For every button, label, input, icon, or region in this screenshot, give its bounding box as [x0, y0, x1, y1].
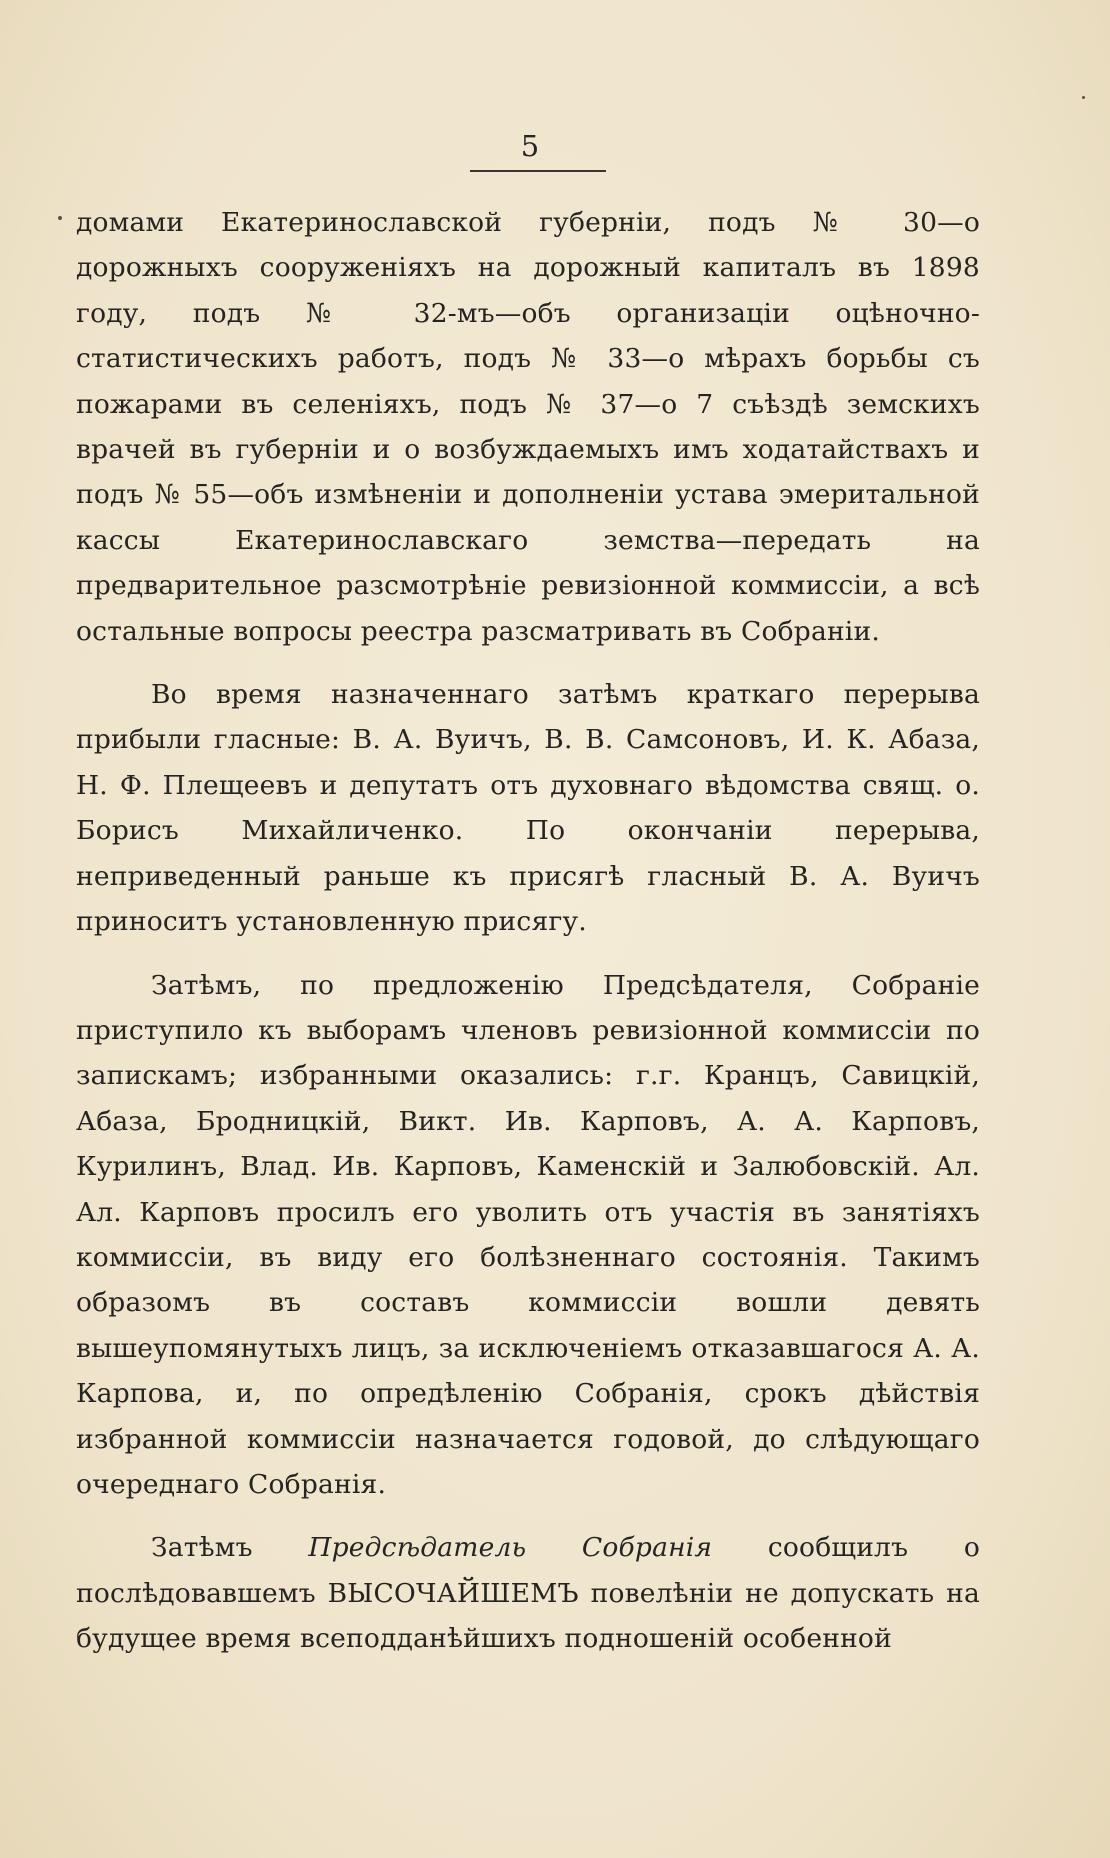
chairman-title-italic: Предсѣдатель Собранія — [308, 1532, 713, 1564]
paragraph-continued: домами Екатеринославской губерніи, подъ № 30—о дорожныхъ сооруженіяхъ на дорожный капиталъ въ 1898 году, подъ № 32-мъ—объ организаціи оцѣночно-статистическихъ работъ, подъ № 33—о мѣрахъ борьбы съ пожарами въ селеніяхъ, подъ № 37—о 7 съѣздѣ земскихъ врачей въ губерніи и о возбуждаемыхъ имъ ходатайствахъ и подъ № 55—объ измѣненіи и дополненіи устава эмеритальной кассы Екатеринославскаго земства—передать на предварительное разсмотрѣніе ревизіонной коммиссіи, а всѣ остальные вопросы реестра разсматривать въ Собраніи. — [76, 207, 980, 647]
paper-speck — [1082, 96, 1085, 99]
paragraph-chairman-report — [76, 1525, 980, 1661]
paragraph-chairman-report-before: Затѣмъ — [151, 1532, 309, 1564]
paragraph-chairman-report-after: сообщилъ о послѣдовавшемъ ВЫСОЧАЙШЕМЪ повелѣніи не допускать на будущее время всеподданѣйшихъ подношеній особенной — [76, 1532, 981, 1655]
paragraph-audit-commission: Затѣмъ, по предложенію Предсѣдателя, Собраніе приступило къ выборамъ членовъ ревизіонной коммиссіи по запискамъ; избранными оказались: г.г. Кранцъ, Савицкій, Абаза, Бродницкій, Викт. Ив. Карповъ, А. А. Карповъ, Курилинъ, Влад. Ив. Карповъ, Каменскій и Залюбовскій. Ал. Ал. Карповъ просилъ его уволить отъ участія въ занятіяхъ коммиссіи, въ виду его болѣзненнаго состоянія. Такимъ образомъ въ составъ коммиссіи вошли девять вышеупомянутыхъ лицъ, за исключеніемъ отказавшагося А. А. Карпова, и, по опредѣленію Собранія, срокъ дѣйствія избранной коммиссіи назначается годовой, до слѣдующаго очереднаго Собранія. — [76, 969, 980, 1500]
header-rule — [470, 170, 606, 172]
body-text — [76, 200, 980, 1662]
page-number: 5 — [520, 129, 540, 163]
paper-speck — [58, 216, 62, 220]
paragraph-recess: Во время назначеннаго затѣмъ краткаго перерыва прибыли гласные: В. А. Вуичъ, В. В. Самсоновъ, И. К. Абаза, Н. Ф. Плещеевъ и депутатъ отъ духовнаго вѣдомства свящ. о. Борисъ Михайличенко. По окончаніи перерыва, неприведенный раньше къ присягѣ гласный В. А. Вуичъ приноситъ установленную присягу. — [76, 679, 980, 938]
